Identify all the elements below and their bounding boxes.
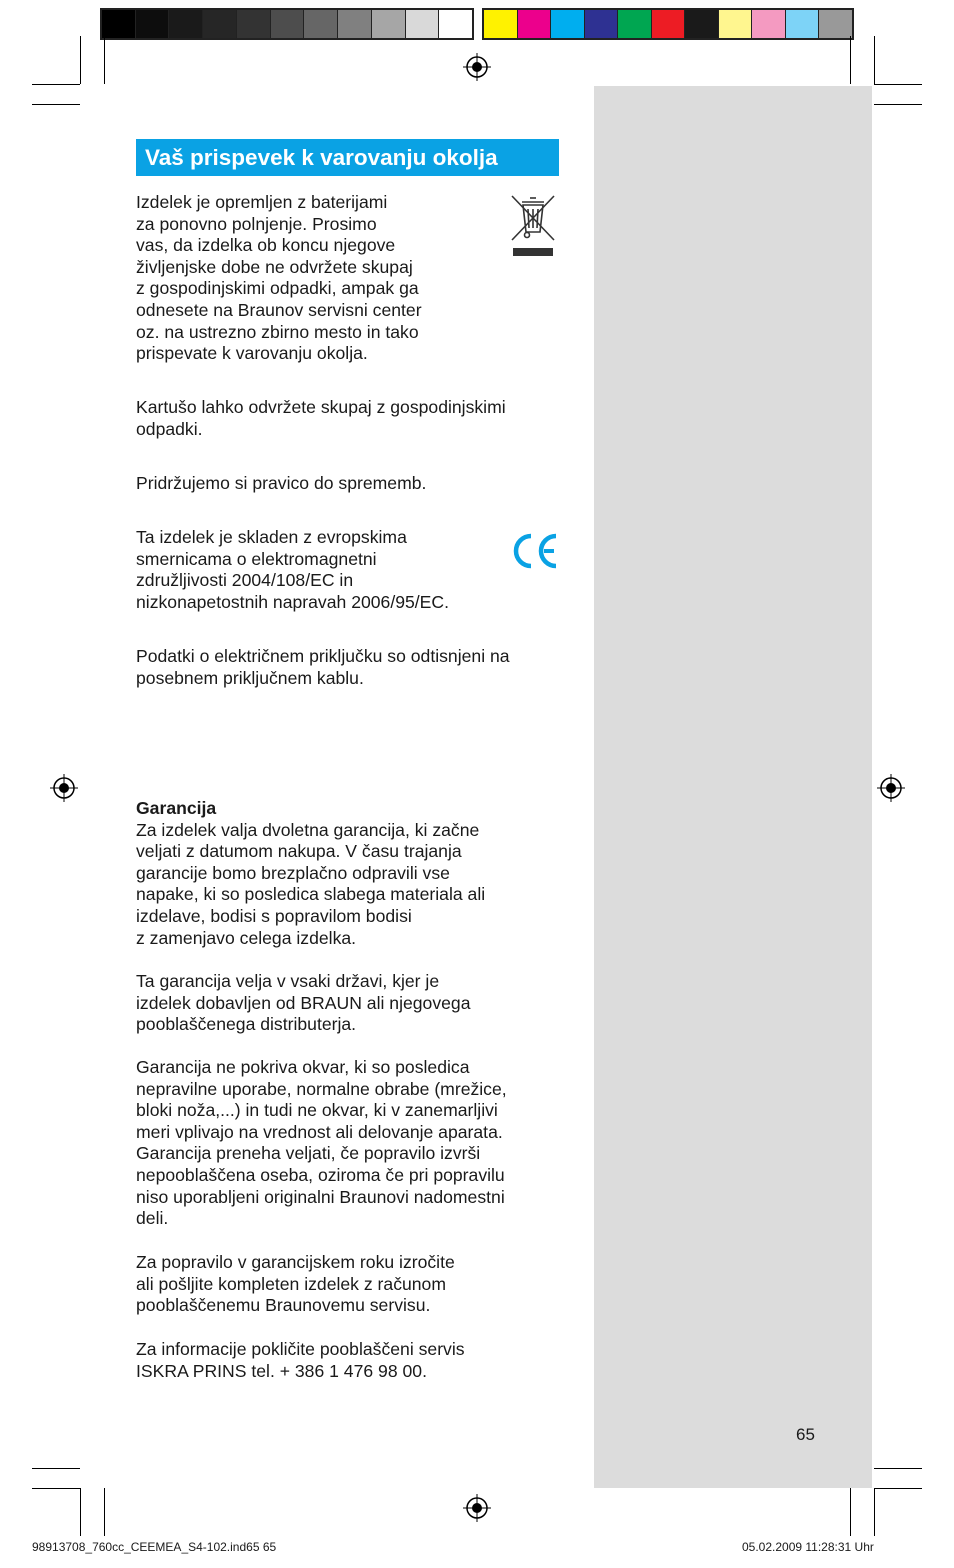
color-swatch: [102, 10, 136, 38]
text-line: Garancija ne pokriva okvar, ki so posledica: [136, 1057, 470, 1077]
text-line: odpadki.: [136, 418, 203, 439]
color-swatch: [439, 10, 472, 38]
color-swatch: [551, 10, 585, 38]
warranty-title: Garancija: [136, 798, 217, 818]
text-line: ali pošljite kompleten izdelek z računom: [136, 1273, 446, 1294]
text-line: pooblaščenega distributerja.: [136, 1014, 357, 1035]
text-line: življenjske dobe ne odvržete skupaj: [136, 256, 413, 277]
registration-target-icon: [463, 1494, 491, 1522]
text-line: nepravilne uporabe, normalne obrabe (mrežice,: [136, 1078, 507, 1099]
text-line: napake, ki so posledica slabega materiala ali: [136, 884, 486, 905]
text-line: izdelek dobavljen od BRAUN ali njegovega: [136, 992, 471, 1013]
crop-mark: [32, 1468, 80, 1469]
crop-mark: [80, 1488, 81, 1536]
page-number: 65: [796, 1425, 815, 1444]
warranty-paragraph-2: [136, 971, 561, 1036]
crop-mark: [850, 1488, 851, 1536]
text-line: garancije bomo brezplačno odpravili vse: [136, 862, 450, 883]
text-line: bloki noža,...) in tudi ne okvar, ki v zanemarljivi: [136, 1100, 498, 1121]
crop-mark: [80, 36, 81, 84]
crossed-out-wheelie-bin-icon: [508, 192, 558, 260]
crop-mark: [874, 104, 922, 105]
warranty-section: [136, 798, 561, 949]
text-line: Za informacije pokličite pooblaščeni servis: [136, 1339, 465, 1359]
crop-mark: [874, 36, 875, 84]
color-swatch: [203, 10, 237, 38]
color-swatch: [819, 10, 852, 38]
text-line: Ta garancija velja v vsaki državi, kjer je: [136, 971, 440, 991]
crop-mark: [104, 36, 105, 84]
crop-mark: [850, 36, 851, 84]
color-swatch: [484, 10, 518, 38]
crop-mark: [32, 1488, 80, 1489]
color-swatch: [786, 10, 820, 38]
footer-timestamp: 05.02.2009 11:28:31 Uhr: [742, 1540, 874, 1554]
process-color-bar: [482, 8, 854, 40]
color-swatch: [652, 10, 686, 38]
gray-side-panel: [594, 86, 872, 1488]
text-line: Ta izdelek je skladen z evropskima: [136, 527, 407, 547]
color-swatch: [169, 10, 203, 38]
warranty-paragraph-3: [136, 1057, 561, 1230]
footer-file-info: 98913708_760cc_CEEMEA_S4-102.ind65 65: [32, 1540, 277, 1554]
text-line: z zamenjavo celega izdelka.: [136, 927, 357, 948]
color-swatch: [585, 10, 619, 38]
text-line: z gospodinjskimi odpadki, ampak ga: [136, 278, 419, 299]
text-line: deli.: [136, 1208, 169, 1229]
color-swatch: [618, 10, 652, 38]
text-line: smernicama o elektromagnetni: [136, 548, 377, 569]
color-swatch: [752, 10, 786, 38]
color-swatch: [271, 10, 305, 38]
text-line: meri vplivajo na vrednost ali delovanje aparata.: [136, 1121, 503, 1142]
registration-target-icon: [50, 774, 78, 802]
color-swatch: [406, 10, 440, 38]
crop-mark: [874, 1488, 922, 1489]
crop-mark: [874, 84, 922, 85]
text-line: Kartušo lahko odvržete skupaj z gospodinjskimi: [136, 397, 506, 417]
changes-paragraph: [136, 473, 561, 495]
text-line: oz. na ustrezno zbirno mesto in tako: [136, 321, 419, 342]
crop-mark: [874, 1488, 875, 1536]
color-swatch: [136, 10, 170, 38]
registration-target-icon: [463, 53, 491, 81]
text-line: za ponovno polnjenje. Prosimo: [136, 213, 377, 234]
text-line: odnesete na Braunov servisni center: [136, 299, 422, 320]
color-swatch: [685, 10, 719, 38]
warranty-paragraph-5: [136, 1339, 561, 1382]
grayscale-color-bar: [100, 8, 474, 40]
crop-mark: [104, 1488, 105, 1536]
text-line: Za izdelek valja dvoletna garancija, ki začne: [136, 819, 480, 840]
text-line: izdelave, bodisi s popravilom bodisi: [136, 905, 412, 926]
crop-mark: [32, 104, 80, 105]
batteries-paragraph: [136, 192, 476, 365]
text-line: prispevate k varovanju okolja.: [136, 343, 368, 364]
ce-conformity-paragraph: [136, 527, 561, 613]
color-swatch: [518, 10, 552, 38]
warranty-paragraph-1: [136, 820, 561, 950]
color-swatch: [304, 10, 338, 38]
color-swatch: [719, 10, 753, 38]
text-line: nepooblaščena oseba, oziroma če pri popravilu: [136, 1164, 505, 1185]
text-line: niso uporabljeni originalni Braunovi nadomestni: [136, 1186, 505, 1207]
text-line: Podatki o električnem priključku so odtisnjeni na: [136, 646, 510, 666]
text-line: ISKRA PRINS tel. + 386 1 476 98 00.: [136, 1360, 427, 1381]
text-line: Za popravilo v garancijskem roku izročite: [136, 1252, 455, 1272]
crop-mark: [874, 1468, 922, 1469]
text-line: Garancija preneha veljati, če popravilo izvrši: [136, 1143, 481, 1164]
electrical-data-paragraph: [136, 646, 561, 689]
text-line: veljati z datumom nakupa. V času trajanja: [136, 841, 462, 862]
crop-mark: [32, 84, 80, 85]
text-line: združljivosti 2004/108/EC in: [136, 570, 354, 591]
color-swatch: [338, 10, 372, 38]
text-line: posebnem priključnem kablu.: [136, 667, 364, 688]
registration-target-icon: [877, 774, 905, 802]
color-swatch: [237, 10, 271, 38]
color-swatch: [372, 10, 406, 38]
text-line: pooblaščenemu Braunovemu servisu.: [136, 1295, 431, 1316]
text-line: Pridržujemo si pravico do sprememb.: [136, 473, 427, 493]
cartridge-paragraph: [136, 397, 561, 440]
section-heading-bar: [136, 139, 559, 176]
section-heading: Vaš prispevek k varovanju okolja: [145, 144, 498, 170]
warranty-paragraph-4: [136, 1252, 561, 1317]
text-line: vas, da izdelka ob koncu njegove: [136, 235, 396, 256]
text-line: nizkonapetostnih napravah 2006/95/EC.: [136, 591, 450, 612]
text-line: Izdelek je opremljen z baterijami: [136, 192, 388, 212]
